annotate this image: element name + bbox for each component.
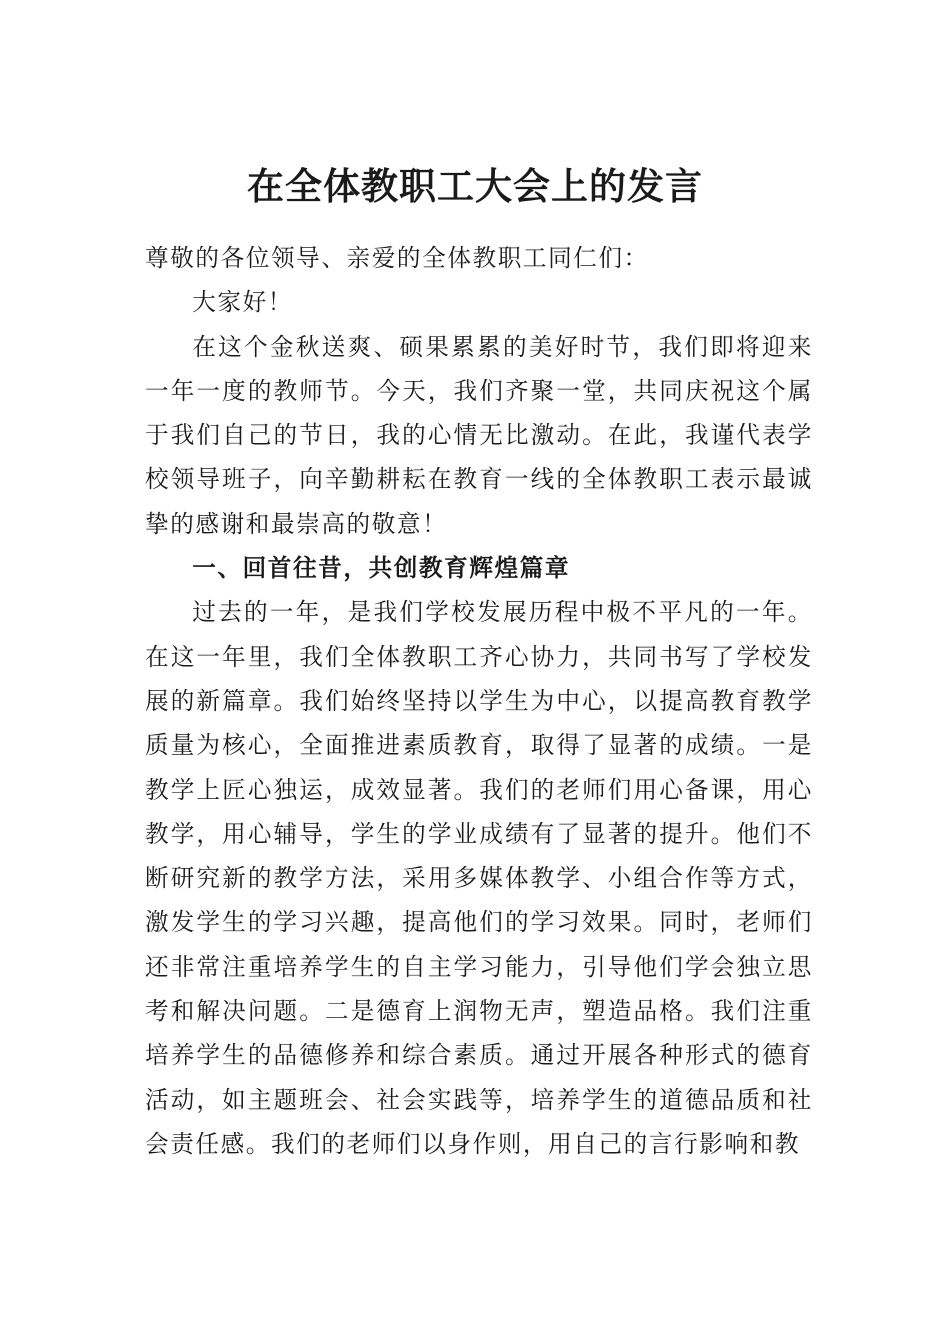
- section-heading: 一、回首往昔，共创教育辉煌篇章: [192, 554, 571, 583]
- document-title: 在全体教职工大会上的发言: [247, 164, 703, 208]
- section-paragraph: 过去的一年，是我们学校发展历程中极不平凡的一年。在这一年里，我们全体教职工齐心协力，共同书写了学校发展的新篇章。我们始终坚持以学生为中心，以提高教育教学质量为核心，全面推进素质教育，取得了显著的成绩。一是教学上匠心独运，成效显著。我们的老师们用心备课，用心教学，用心辅导，学生的学业成绩有了显著的提升。他们不断研究新的教学方法，采用多媒体教学、小组合作等方式，激发学生的学习兴趣，提高他们的学习效果。同时，老师们还非常注重培养学生的自主学习能力，引导他们学会独立思考和解决问题。二是德育上润物无声，塑造品格。我们注重培养学生的品德修养和综合素质。通过开展各种形式的德育活动，如主题班会、社会实践等，培养学生的道德品质和社会责任感。我们的老师们以身作则，用自己的言行影响和教: [145, 598, 813, 1158]
- document-body: [145, 236, 813, 1166]
- salutation: 尊敬的各位领导、亲爱的全体教职工同仁们：: [145, 244, 649, 272]
- intro-paragraph: 在这个金秋送爽、硕果累累的美好时节，我们即将迎来一年一度的教师节。今天，我们齐聚一堂，共同庆祝这个属于我们自己的节日，我的心情无比激动。在此，我谨代表学校领导班子，向辛勤耕耘在教育一线的全体教职工表示最诚挚的感谢和最崇高的敬意！: [145, 332, 813, 538]
- greeting: 大家好！: [192, 288, 293, 317]
